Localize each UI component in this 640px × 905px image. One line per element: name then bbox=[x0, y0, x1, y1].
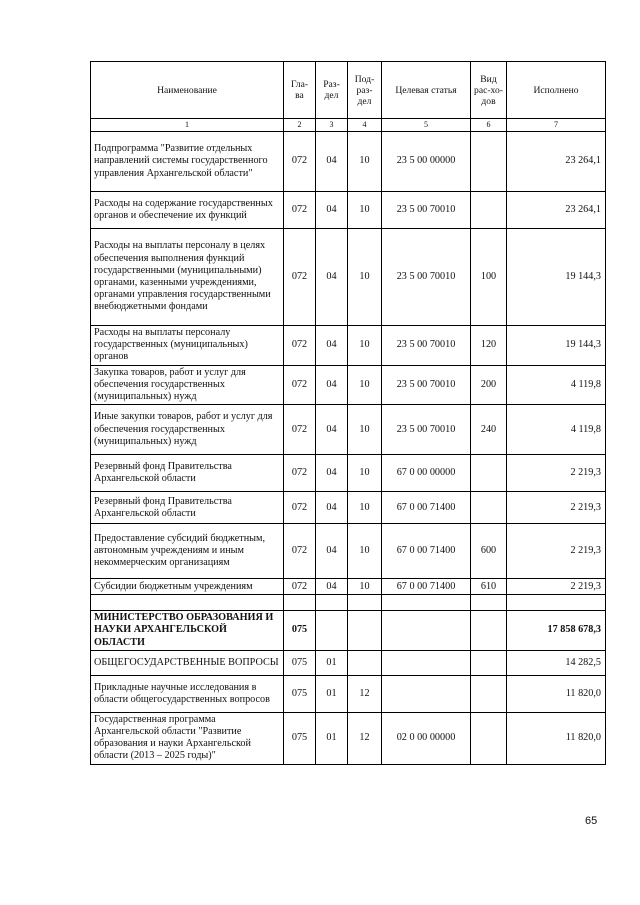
podrazdel-cell: 10 bbox=[348, 192, 382, 229]
header-row bbox=[91, 62, 606, 119]
row-name-cell: Закупка товаров, работ и услуг для обеспечения государственных (муниципальных) нужд bbox=[91, 365, 284, 405]
executed-cell: 2 219,3 bbox=[507, 524, 606, 579]
table-row bbox=[91, 455, 606, 492]
glava-cell: 075 bbox=[284, 675, 316, 712]
row-name-cell: Расходы на содержание государственных органов и обеспечение их функций bbox=[91, 192, 284, 229]
podrazdel-cell: 10 bbox=[348, 579, 382, 595]
razdel-cell: 04 bbox=[316, 405, 348, 455]
podrazdel-cell: 10 bbox=[348, 524, 382, 579]
executed-cell: 2 219,3 bbox=[507, 455, 606, 492]
podrazdel-cell: 12 bbox=[348, 712, 382, 764]
executed-cell: 17 858 678,3 bbox=[507, 611, 606, 651]
glava-cell: 072 bbox=[284, 192, 316, 229]
header-name: Наименование bbox=[91, 62, 284, 119]
header-razdel: Раз-дел bbox=[316, 62, 348, 119]
glava-cell: 075 bbox=[284, 712, 316, 764]
razdel-cell: 04 bbox=[316, 524, 348, 579]
target-cell bbox=[382, 675, 471, 712]
target-cell: 67 0 00 71400 bbox=[382, 492, 471, 524]
vid-cell bbox=[471, 132, 507, 192]
executed-cell: 23 264,1 bbox=[507, 192, 606, 229]
header-vid: Вид рас-хо-дов bbox=[471, 62, 507, 119]
row-name-cell: Иные закупки товаров, работ и услуг для обеспечения государственных (муниципальных) нужд bbox=[91, 405, 284, 455]
target-cell: 23 5 00 70010 bbox=[382, 192, 471, 229]
razdel-cell: 04 bbox=[316, 326, 348, 366]
glava-cell: 072 bbox=[284, 405, 316, 455]
header-executed: Исполнено bbox=[507, 62, 606, 119]
vid-cell: 120 bbox=[471, 326, 507, 366]
header-target: Целевая статья bbox=[382, 62, 471, 119]
podrazdel-cell: 10 bbox=[348, 455, 382, 492]
row-name-cell: Расходы на выплаты персоналу государственных (муниципальных) органов bbox=[91, 326, 284, 366]
executed-cell: 23 264,1 bbox=[507, 132, 606, 192]
glava-cell: 072 bbox=[284, 455, 316, 492]
vid-cell bbox=[471, 455, 507, 492]
podrazdel-cell: 10 bbox=[348, 132, 382, 192]
target-cell: 23 5 00 70010 bbox=[382, 229, 471, 326]
podrazdel-cell: 10 bbox=[348, 365, 382, 405]
table-row bbox=[91, 611, 606, 651]
target-cell bbox=[382, 595, 471, 611]
row-name-cell: Резервный фонд Правительства Архангельской области bbox=[91, 492, 284, 524]
table-row bbox=[91, 365, 606, 405]
vid-cell: 610 bbox=[471, 579, 507, 595]
row-name-cell: Расходы на выплаты персоналу в целях обеспечения выполнения функций государственными (муниципальными) органами, казенными учреждениями, органами управления государственными внебюджетными фондами bbox=[91, 229, 284, 326]
razdel-cell bbox=[316, 595, 348, 611]
glava-cell: 072 bbox=[284, 326, 316, 366]
column-number: 1 bbox=[91, 119, 284, 132]
glava-cell: 072 bbox=[284, 132, 316, 192]
razdel-cell: 04 bbox=[316, 192, 348, 229]
podrazdel-cell bbox=[348, 595, 382, 611]
vid-cell bbox=[471, 595, 507, 611]
row-name-cell: МИНИСТЕРСТВО ОБРАЗОВАНИЯ И НАУКИ АРХАНГЕЛЬСКОЙ ОБЛАСТИ bbox=[91, 611, 284, 651]
podrazdel-cell: 10 bbox=[348, 492, 382, 524]
table-row bbox=[91, 595, 606, 611]
vid-cell bbox=[471, 712, 507, 764]
glava-cell: 072 bbox=[284, 524, 316, 579]
row-name-cell: ОБЩЕГОСУДАРСТВЕННЫЕ ВОПРОСЫ bbox=[91, 650, 284, 675]
vid-cell: 100 bbox=[471, 229, 507, 326]
header-podrazdel: Под-раз-дел bbox=[348, 62, 382, 119]
target-cell: 23 5 00 70010 bbox=[382, 405, 471, 455]
executed-cell: 4 119,8 bbox=[507, 405, 606, 455]
row-name-cell: Субсидии бюджетным учреждениям bbox=[91, 579, 284, 595]
executed-cell: 19 144,3 bbox=[507, 326, 606, 366]
vid-cell: 240 bbox=[471, 405, 507, 455]
razdel-cell: 04 bbox=[316, 579, 348, 595]
budget-table bbox=[90, 61, 606, 765]
table-row bbox=[91, 405, 606, 455]
razdel-cell: 01 bbox=[316, 650, 348, 675]
razdel-cell: 01 bbox=[316, 712, 348, 764]
table-row bbox=[91, 650, 606, 675]
table-row bbox=[91, 712, 606, 764]
row-name-cell: Подпрограмма "Развитие отдельных направлений системы государственного управления Архангельской области" bbox=[91, 132, 284, 192]
vid-cell: 600 bbox=[471, 524, 507, 579]
target-cell: 02 0 00 00000 bbox=[382, 712, 471, 764]
executed-cell: 2 219,3 bbox=[507, 492, 606, 524]
table-body bbox=[91, 132, 606, 765]
row-name-cell: Предоставление субсидий бюджетным, автономным учреждениям и иным некоммерческим организациям bbox=[91, 524, 284, 579]
table-row bbox=[91, 229, 606, 326]
glava-cell: 072 bbox=[284, 365, 316, 405]
razdel-cell: 04 bbox=[316, 229, 348, 326]
column-number: 3 bbox=[316, 119, 348, 132]
header-glava: Гла-ва bbox=[284, 62, 316, 119]
podrazdel-cell: 10 bbox=[348, 229, 382, 326]
executed-cell: 14 282,5 bbox=[507, 650, 606, 675]
target-cell: 23 5 00 70010 bbox=[382, 365, 471, 405]
vid-cell bbox=[471, 611, 507, 651]
razdel-cell: 04 bbox=[316, 492, 348, 524]
target-cell: 23 5 00 00000 bbox=[382, 132, 471, 192]
razdel-cell: 04 bbox=[316, 132, 348, 192]
vid-cell bbox=[471, 192, 507, 229]
table-row bbox=[91, 492, 606, 524]
page-number: 65 bbox=[585, 815, 598, 827]
executed-cell: 19 144,3 bbox=[507, 229, 606, 326]
column-number-row bbox=[91, 119, 606, 132]
podrazdel-cell bbox=[348, 650, 382, 675]
podrazdel-cell: 10 bbox=[348, 326, 382, 366]
podrazdel-cell: 12 bbox=[348, 675, 382, 712]
vid-cell bbox=[471, 675, 507, 712]
target-cell: 67 0 00 71400 bbox=[382, 524, 471, 579]
column-number: 7 bbox=[507, 119, 606, 132]
target-cell: 67 0 00 00000 bbox=[382, 455, 471, 492]
target-cell: 67 0 00 71400 bbox=[382, 579, 471, 595]
row-name-cell: Прикладные научные исследования в области общегосударственных вопросов bbox=[91, 675, 284, 712]
vid-cell bbox=[471, 650, 507, 675]
table-row bbox=[91, 132, 606, 192]
target-cell: 23 5 00 70010 bbox=[382, 326, 471, 366]
column-number: 2 bbox=[284, 119, 316, 132]
glava-cell bbox=[284, 595, 316, 611]
podrazdel-cell: 10 bbox=[348, 405, 382, 455]
table-row bbox=[91, 524, 606, 579]
column-number: 4 bbox=[348, 119, 382, 132]
executed-cell: 4 119,8 bbox=[507, 365, 606, 405]
executed-cell: 11 820,0 bbox=[507, 675, 606, 712]
executed-cell: 2 219,3 bbox=[507, 579, 606, 595]
row-name-cell: Резервный фонд Правительства Архангельской области bbox=[91, 455, 284, 492]
table-row bbox=[91, 579, 606, 595]
target-cell bbox=[382, 650, 471, 675]
column-number: 6 bbox=[471, 119, 507, 132]
target-cell bbox=[382, 611, 471, 651]
executed-cell: 11 820,0 bbox=[507, 712, 606, 764]
table-row bbox=[91, 192, 606, 229]
glava-cell: 075 bbox=[284, 611, 316, 651]
razdel-cell bbox=[316, 611, 348, 651]
razdel-cell: 04 bbox=[316, 455, 348, 492]
glava-cell: 072 bbox=[284, 579, 316, 595]
table-row bbox=[91, 326, 606, 366]
vid-cell bbox=[471, 492, 507, 524]
razdel-cell: 01 bbox=[316, 675, 348, 712]
razdel-cell: 04 bbox=[316, 365, 348, 405]
glava-cell: 072 bbox=[284, 492, 316, 524]
row-name-cell: Государственная программа Архангельской области "Развитие образования и науки Архангельской области (2013 – 2025 годы)" bbox=[91, 712, 284, 764]
executed-cell bbox=[507, 595, 606, 611]
vid-cell: 200 bbox=[471, 365, 507, 405]
column-number: 5 bbox=[382, 119, 471, 132]
row-name-cell bbox=[91, 595, 284, 611]
glava-cell: 075 bbox=[284, 650, 316, 675]
table-row bbox=[91, 675, 606, 712]
glava-cell: 072 bbox=[284, 229, 316, 326]
podrazdel-cell bbox=[348, 611, 382, 651]
